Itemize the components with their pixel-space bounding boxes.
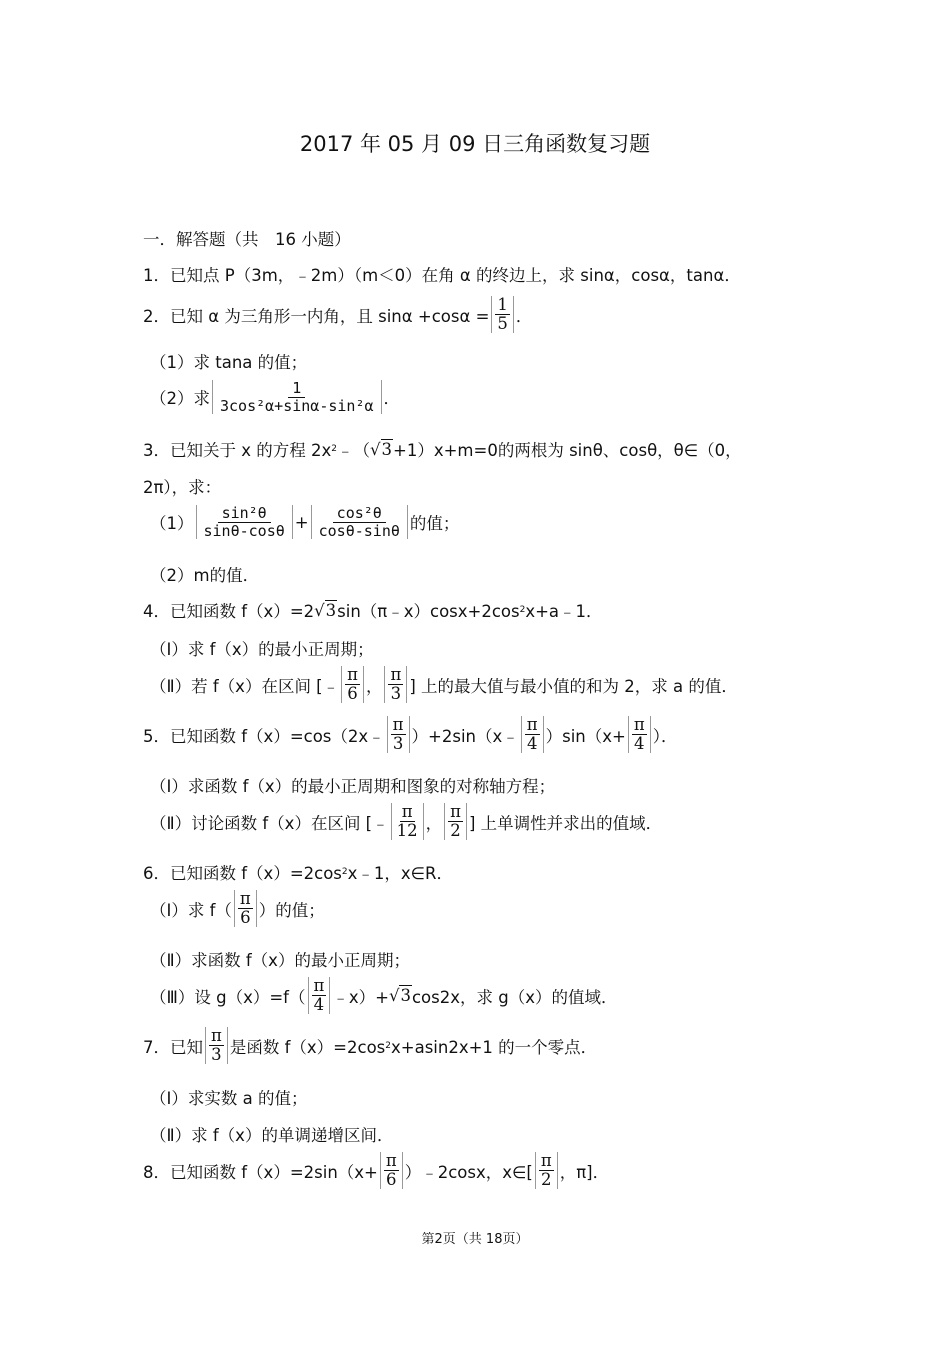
fraction: $\frac{\pi}{4}$ [628,716,651,753]
page-title: 2017 年 05 月 09 日三角函数复习题 [299,132,651,156]
fraction: $\frac{\text{sin²θ}}{\sin\theta-\cos\theta}$ [196,505,293,539]
question-7: 7．已知 $\frac{\pi}{3}$ 是函数 f（x）=2cos 2 x+asin2x+1 的一个零点． [143,1026,598,1065]
question-3-part-1: （1） $\frac{\text{sin²θ}}{\sin\theta-\cos\theta}$ + $\frac{\text{cos²θ}}{\cos\theta-\sin\theta}$ 的值； [150,504,460,540]
question-5-part-1: （Ⅰ）求函数 f（x）的最小正周期和图象的对称轴方程； [150,777,556,796]
question-3-cont: 2π），求： [143,478,222,497]
question-1: 1．已知点 P（3m，﹣2m）（m＜0）在角 α 的终边上，求 sinα，cosα，tanα． [143,266,741,285]
section-heading: 一．解答题（共 16 小题） [143,230,351,249]
question-4-part-1: （Ⅰ）求 f（x）的最小正周期； [150,640,374,659]
fraction: $\frac{\pi}{6}$ [380,1152,403,1189]
page-footer: 第2页（共 18页） [421,1232,529,1247]
question-4: 4．已知函数 f（x）=2 √3 sin（π﹣x）cosx+2cos 2 x+a﹣1． [143,600,603,621]
question-3: 3．已知关于 x 的方程 2x 2 ﹣（ √3 +1）x+m=0的两根为 sinθ、cosθ，θ∈（0， [143,439,742,460]
fraction: $\frac{1}{5}$ [491,296,514,333]
fraction: $\frac{\pi}{6}$ [234,890,257,927]
question-5: 5．已知函数 f（x）=cos（2x﹣ $\frac{\pi}{3}$ ）+2sin（x﹣ $\frac{\pi}{4}$ ）sin（x+ $\frac{\pi}{4}$ ）． [143,715,678,754]
fraction: $\frac{\pi}{6}$ [341,666,364,703]
question-7-part-1: （Ⅰ）求实数 a 的值； [150,1089,308,1108]
question-6-part-3: （Ⅲ）设 g（x）=f（ $\frac{\pi}{4}$ ﹣x）+ √3 cos2x，求 g（x）的值域． [150,976,618,1015]
fraction: $\frac{\pi}{2}$ [444,803,467,840]
sqrt-symbol: √3 [388,986,411,1006]
question-4-part-2: （Ⅱ）若 f（x）在区间 [﹣ $\frac{\pi}{6}$ ， $\frac{\pi}{3}$ ] 上的最大值与最小值的和为 2，求 a 的值． [150,665,738,704]
fraction: $\frac{\pi}{4}$ [521,716,544,753]
question-5-part-2: （Ⅱ）讨论函数 f（x）在区间 [﹣ $\frac{\pi}{12}$ ， $\frac{\pi}{2}$ ] 上单调性并求出的值域． [150,802,663,841]
fraction: $\frac{\pi}{2}$ [535,1152,558,1189]
fraction: $\frac{\pi}{3}$ [205,1027,228,1064]
fraction: $\frac{\pi}{12}$ [391,803,424,840]
fraction: $\frac{\text{cos²θ}}{\cos\theta-\sin\theta}$ [311,505,408,539]
question-6-part-2: （Ⅱ）求函数 f（x）的最小正周期； [150,951,410,970]
sqrt-symbol: √3 [314,600,337,620]
fraction: $\frac{1}{\text{3cos²α+sinα-sin²α}}$ [212,380,382,414]
question-2: 2．已知 α 为三角形一内角，且 sinα +cosα = $\frac{1}{5}$ ． [143,295,533,334]
question-8: 8．已知函数 f（x）=2sin（x+ $\frac{\pi}{6}$ ）﹣2cosx，x∈[ $\frac{\pi}{2}$ ，π]． [143,1151,610,1190]
fraction: $\frac{\pi}{4}$ [308,977,331,1014]
question-3-part-2: （2）m的值． [150,566,260,585]
fraction: $\frac{\pi}{3}$ [387,716,410,753]
question-2-part-1: （1）求 tana 的值； [150,353,308,372]
question-2-part-2: （2）求 $\frac{1}{\text{3cos²α+sinα-sin²α}}$ ． [150,379,401,415]
fraction: $\frac{\pi}{3}$ [384,666,407,703]
sqrt-symbol: √3 [370,439,393,459]
question-6-part-1: （Ⅰ）求 f（ $\frac{\pi}{6}$ ）的值； [150,889,325,928]
question-6: 6．已知函数 f（x）=2cos 2 x﹣1，x∈R． [143,864,454,883]
question-7-part-2: （Ⅱ）求 f（x）的单调递增区间． [150,1126,394,1145]
